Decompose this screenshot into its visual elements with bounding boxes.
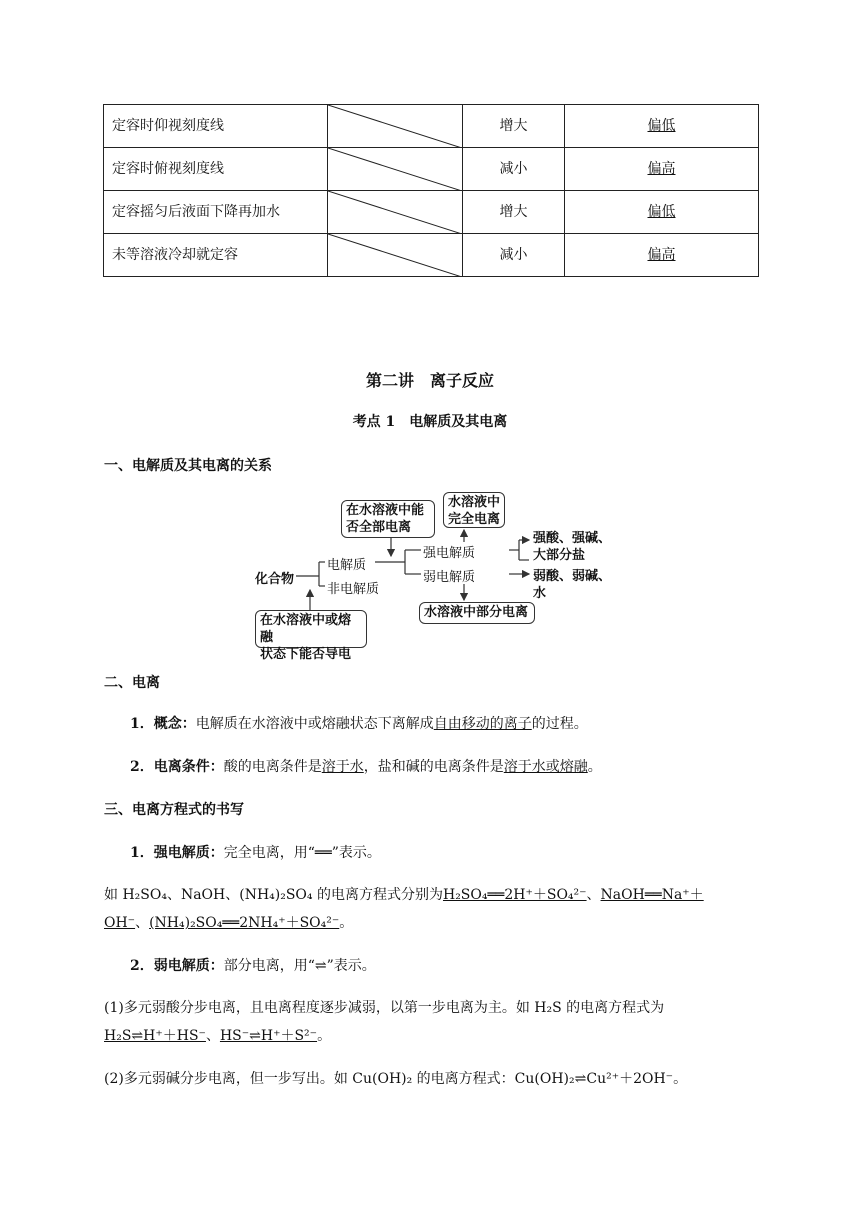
text: 。: [339, 915, 354, 931]
strong-label: 1．强电解质：: [130, 845, 224, 861]
paragraph-concept: [130, 713, 588, 733]
result-cell: 偏低: [647, 204, 676, 220]
paragraph-polybase: (2)多元弱碱分步电离，但一步写出。如 Cu(OH)₂ 的电离方程式：Cu(OH)₂⇌Cu²⁺＋2OH⁻。: [104, 1071, 688, 1087]
concept-label: 1．概念：: [130, 716, 196, 732]
text: 的过程。: [531, 716, 588, 732]
text: 部分电离，用“⇌”表示。: [223, 958, 376, 974]
paragraph-condition: [130, 756, 602, 776]
compound-label: 化合物: [255, 572, 295, 587]
list-text: 强酸、强碱、: [533, 531, 612, 546]
box-text: 在水溶液中能: [346, 503, 425, 518]
operation-cell: 未等溶液冷却就定容: [104, 234, 328, 277]
weak-list: [533, 568, 619, 606]
operation-cell: 定容摇匀后液面下降再加水: [104, 191, 328, 234]
diagonal-cell: [328, 105, 463, 148]
text: 酸的电离条件是: [223, 759, 322, 775]
electrolyte-diagram: [253, 492, 633, 662]
text: 。: [587, 759, 602, 775]
table-row: [104, 191, 759, 234]
result-cell: 偏高: [647, 161, 676, 177]
volume-change-cell: 增大: [463, 105, 565, 148]
diagonal-cell: [328, 234, 463, 277]
text: 、: [135, 915, 150, 931]
result-cell: 偏高: [647, 247, 676, 263]
answer-blank: 自由移动的离子: [433, 716, 532, 732]
answer-blank: 溶于水或熔融: [503, 759, 588, 775]
paragraph-polyprotic-eqs: [104, 1025, 331, 1045]
text: 。: [317, 1028, 332, 1044]
box-text: 否全部电离: [346, 520, 412, 535]
electrolyte-label: 电解质: [327, 558, 367, 573]
text: 如 H₂SO₄、NaOH、(NH₄)₂SO₄ 的电离方程式分别为: [104, 887, 443, 903]
table-row: [104, 234, 759, 277]
text: 电解质在水溶液中或熔融状态下离解成: [195, 716, 434, 732]
equation-blank: H₂S⇌H⁺＋HS⁻: [104, 1028, 206, 1044]
box-partial-ionization: 水溶液中部分电离: [419, 602, 535, 624]
equation-blank: (NH₄)₂SO₄══2NH₄⁺＋SO₄²⁻: [149, 915, 340, 931]
list-text: 弱酸、弱碱、: [533, 569, 612, 584]
box-text: 完全电离: [448, 512, 501, 527]
box-conductivity-question: [255, 610, 367, 662]
operation-cell: 定容时俯视刻度线: [104, 148, 328, 191]
table-row: [104, 105, 759, 148]
strong-list: [533, 530, 619, 568]
box-full-ionization: [443, 492, 505, 528]
result-cell: 偏低: [647, 118, 676, 134]
diagonal-cell: [328, 148, 463, 191]
heading-ionization: 二、电离: [104, 675, 160, 691]
list-text: 水: [533, 586, 547, 601]
volume-change-cell: 减小: [463, 148, 565, 191]
paragraph-strong-examples: [104, 884, 704, 904]
table-row: [104, 148, 759, 191]
equation-blank: H₂SO₄══2H⁺＋SO₄²⁻: [442, 887, 587, 903]
error-analysis-table: [103, 104, 759, 277]
list-text: 大部分盐: [533, 548, 586, 563]
paragraph-weak: [130, 955, 376, 975]
box-text: 状态下能否导电: [260, 647, 352, 662]
volume-change-cell: 增大: [463, 191, 565, 234]
box-text: 水溶液中: [448, 495, 501, 510]
paragraph-strong: [130, 842, 381, 862]
paragraph-strong-examples-cont: [104, 912, 353, 932]
box-text: 在水溶液中或熔融: [260, 613, 352, 645]
diagonal-cell: [328, 191, 463, 234]
text: 、: [205, 1028, 220, 1044]
text: 完全电离，用“══”表示。: [223, 845, 381, 861]
volume-change-cell: 减小: [463, 234, 565, 277]
lecture-title: 第二讲 离子反应: [365, 371, 494, 390]
box-full-ionization-question: [341, 500, 435, 538]
weak-electrolyte-label: 弱电解质: [423, 570, 476, 585]
equation-blank: OH⁻: [104, 915, 136, 931]
equation-blank: HS⁻⇌H⁺＋S²⁻: [219, 1028, 318, 1044]
condition-label: 2．电离条件：: [130, 759, 224, 775]
text: 、: [586, 887, 601, 903]
text: ，盐和碱的电离条件是: [363, 759, 504, 775]
equation-blank: NaOH══Na⁺＋: [600, 887, 704, 903]
answer-blank: 溶于水: [321, 759, 364, 775]
paragraph-polyprotic: (1)多元弱酸分步电离，且电离程度逐步减弱，以第一步电离为主。如 H₂S 的电离方程式为: [104, 1000, 665, 1016]
strong-electrolyte-label: 强电解质: [423, 546, 476, 561]
operation-cell: 定容时仰视刻度线: [104, 105, 328, 148]
weak-label: 2．弱电解质：: [130, 958, 224, 974]
heading-equations: 三、电离方程式的书写: [104, 802, 244, 818]
heading-electrolyte-relation: 一、电解质及其电离的关系: [104, 458, 272, 474]
non-electrolyte-label: 非电解质: [327, 582, 380, 597]
section-title: 考点 1 电解质及其电离: [352, 414, 508, 430]
